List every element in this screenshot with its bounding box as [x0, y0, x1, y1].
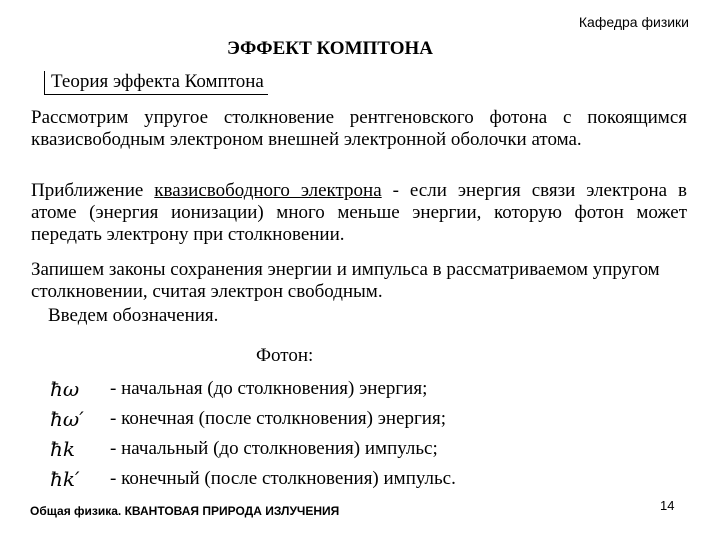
approximation-term: квазисвободного электрона [154, 180, 382, 201]
section-subtitle: Теория эффекта Комптона [44, 71, 268, 95]
definition-row-initial-energy [50, 374, 456, 404]
photon-definition-list [50, 374, 456, 494]
definition-text: - начальный (до столкновения) импульс; [110, 438, 438, 459]
symbol-initial-energy: ħω [50, 377, 80, 401]
definition-row-final-energy [50, 404, 456, 434]
notation-intro: Введем обозначения. [48, 305, 219, 326]
definition-text: - конечный (после столкновения) импульс. [110, 468, 456, 489]
department-label: Кафедра физики [578, 14, 689, 30]
slide-title: ЭФФЕКТ КОМПТОНА [227, 38, 433, 59]
symbol-final-momentum: ħk′ [50, 467, 80, 491]
symbol-final-energy: ħω′ [50, 407, 84, 431]
symbol-initial-momentum: ħk [50, 437, 75, 461]
definition-text: - начальная (до столкновения) энергия; [110, 378, 428, 399]
definition-row-final-momentum [50, 464, 456, 494]
paragraph-conservation-laws: Запишем законы сохранения энергии и импульса в рассматриваемом упругом столкновении, считая электрон свободным. [31, 259, 660, 302]
approximation-lead: Приближение [31, 180, 155, 201]
footer-course-title: Общая физика. КВАНТОВАЯ ПРИРОДА ИЗЛУЧЕНИЯ [30, 504, 340, 518]
paragraph-approximation [31, 180, 687, 246]
definition-row-initial-momentum [50, 434, 456, 464]
approximation-definition: - если энергия связи электрона в атоме (энергия ионизации) много меньше энергии, которую фотон может передать электрону при столкновении. [31, 180, 688, 245]
page-number: 14 [660, 498, 675, 513]
paragraph-collision: Рассмотрим упругое столкновение рентгеновского фотона с покоящимся квазисвободным электроном внешней электронной оболочки атома. [31, 107, 687, 150]
photon-heading: Фотон: [256, 345, 314, 366]
definition-text: - конечная (после столкновения) энергия; [110, 408, 446, 429]
